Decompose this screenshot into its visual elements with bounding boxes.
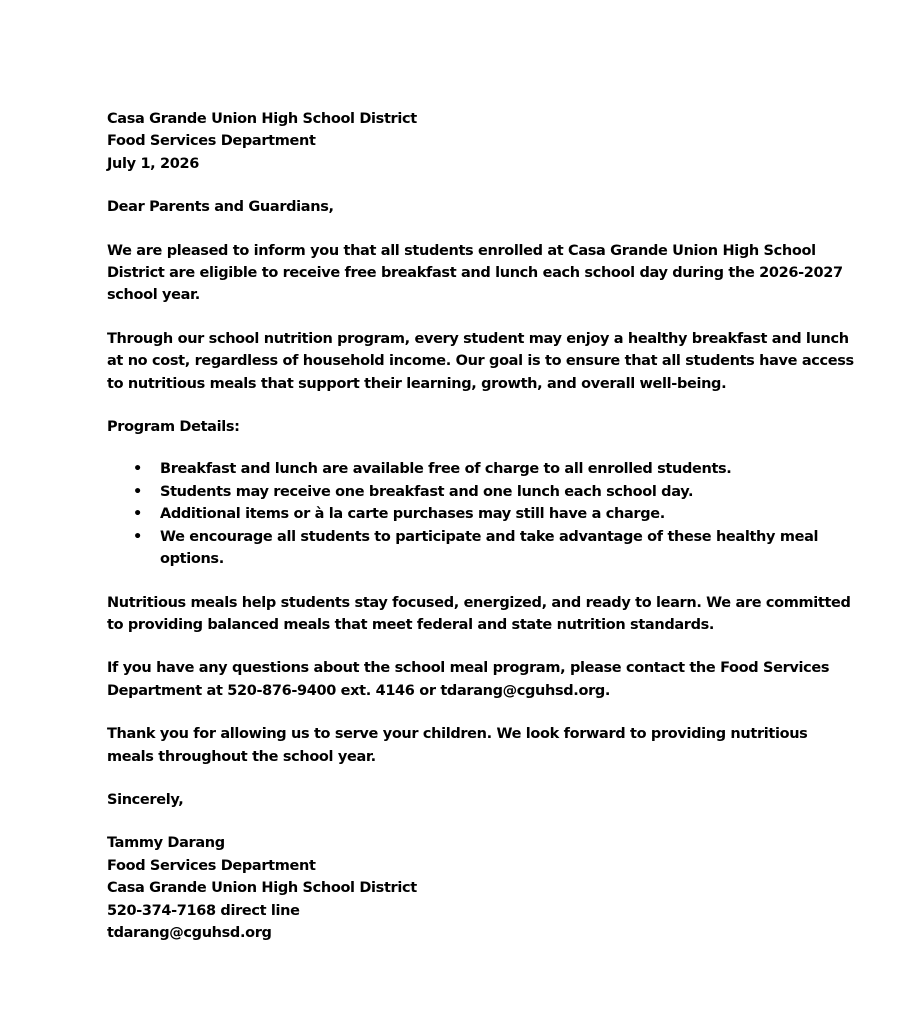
- signature-block: [107, 832, 827, 944]
- header-department: Food Services Department: [107, 133, 316, 150]
- program-paragraph: [107, 328, 854, 395]
- list-item: [107, 458, 827, 480]
- header-district: Casa Grande Union High School District: [107, 111, 417, 127]
- list-item: [107, 503, 827, 525]
- header-date: July 1, 2026: [107, 155, 199, 172]
- intro-line: school year.: [107, 287, 200, 304]
- signoff: Sincerely,: [107, 791, 184, 808]
- program-line: to nutritious meals that support their learning, growth, and overall well-being.: [107, 375, 727, 392]
- questions-line: Department at 520-876-9400 ext. 4146 or tdarang@cguhsd.org.: [107, 682, 611, 699]
- signature-department: Food Services Department: [107, 857, 316, 874]
- list-item-text: options.: [160, 551, 224, 568]
- bullet-icon: •: [133, 461, 142, 478]
- program-line: Through our school nutrition program, every student may enjoy a healthy breakfast and lunch: [107, 330, 849, 347]
- list-item-text: Additional items or à la carte purchases may still have a charge.: [160, 506, 665, 523]
- bullet-icon: •: [133, 506, 142, 523]
- intro-line: District are eligible to receive free breakfast and lunch each school day during the 2026-2027: [107, 265, 843, 282]
- signature-name: Tammy Darang: [107, 835, 225, 852]
- list-item: [107, 481, 827, 503]
- questions-line: If you have any questions about the school meal program, please contact the Food Services: [107, 660, 830, 677]
- nutrition-paragraph: [107, 592, 851, 637]
- program-details-heading: Program Details:: [107, 419, 240, 436]
- thanks-paragraph: [107, 723, 827, 768]
- questions-paragraph: [107, 657, 830, 702]
- bullet-icon: •: [133, 483, 142, 500]
- intro-line: We are pleased to inform you that all students enrolled at Casa Grande Union High School: [107, 242, 816, 259]
- program-details-list: [107, 458, 827, 570]
- list-item-text: We encourage all students to participate and take advantage of these healthy meal: [160, 528, 819, 545]
- signature-phone: 520-374-7168 direct line: [107, 902, 300, 919]
- list-item-text: Students may receive one breakfast and one lunch each school day.: [160, 483, 694, 500]
- list-item: [107, 526, 827, 571]
- intro-paragraph: [107, 240, 843, 307]
- nutrition-line: Nutritious meals help students stay focused, energized, and ready to learn. We are committed: [107, 594, 851, 611]
- program-line: at no cost, regardless of household income. Our goal is to ensure that all students have access: [107, 353, 854, 370]
- salutation: Dear Parents and Guardians,: [107, 199, 334, 216]
- bullet-icon: •: [133, 528, 142, 545]
- nutrition-line: to providing balanced meals that meet federal and state nutrition standards.: [107, 616, 715, 633]
- letter: [107, 108, 854, 944]
- letter-header: [107, 108, 827, 175]
- signature-email: tdarang@cguhsd.org: [107, 924, 272, 941]
- list-item-text: Breakfast and lunch are available free of charge to all enrolled students.: [160, 461, 732, 478]
- signature-district: Casa Grande Union High School District: [107, 880, 417, 897]
- thanks-line: meals throughout the school year.: [107, 748, 376, 765]
- thanks-line: Thank you for allowing us to serve your children. We look forward to providing nutritious: [107, 726, 808, 743]
